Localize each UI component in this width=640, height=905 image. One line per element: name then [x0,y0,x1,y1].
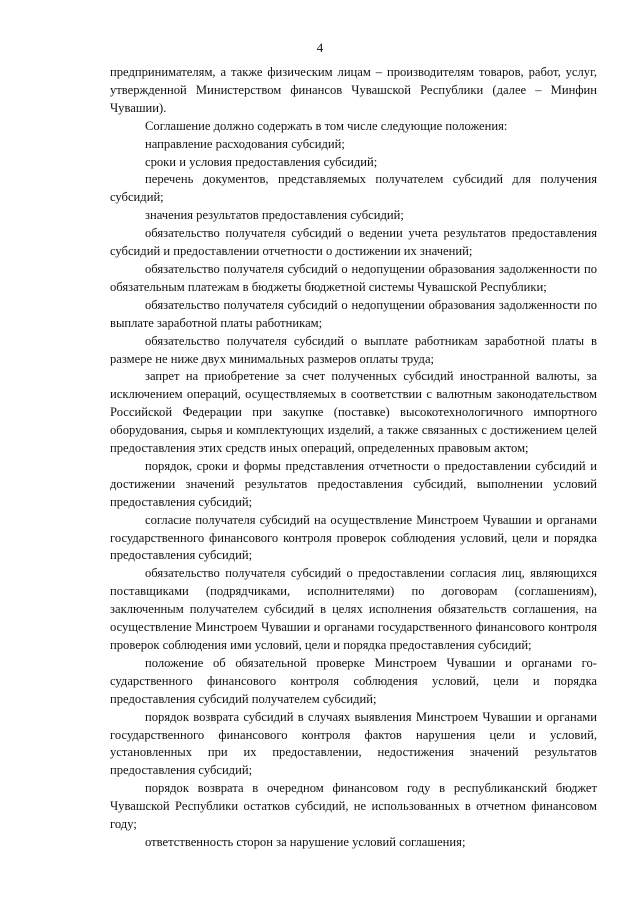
paragraph: значения результатов предоставления субсидий; [145,208,404,223]
paragraph: положение об обязательной проверке Минстроем Чувашии и органами государственного финансового контроля соблюдения условий, цели и порядка предоставления субсидий получателем субсидий; [110,655,597,706]
paragraph: перечень документов, представляемых получателем субсидий для получения субсидий; [110,172,597,205]
paragraph: обязательство получателя субсидий о ведении учета результатов предоставления субсидий и предоставлении отчетности о достижении их значений; [110,226,597,259]
page-number: 4 [316,40,324,55]
paragraph: обязательство получателя субсидий о недопущении образования задолженности по обязательным платежам в бюджеты бюджетной системы Чувашской Республики; [110,261,597,294]
paragraph: ответственность сторон за нарушение условий соглашения; [145,834,466,849]
paragraph: предпринимателям, а также физическим лицам – производителям товаров, работ, услуг, утвержденной Министерством финансов Чувашской Республики (далее – Минфин Чувашии). [110,65,597,115]
paragraph: порядок возврата в очередном финансовом году в республиканский бюджет Чувашской Республики остатков субсидий, не использованных в отчетном финансовом году; [110,781,597,832]
paragraph: порядок возврата субсидий в случаях выявления Минстроем Чувашии и органами государственного финансового контроля фактов нарушения цели и условий, установленных при их предоставлении, недостижения значений результатов предоставления субсидий; [110,709,597,778]
paragraph: запрет на приобретение за счет полученных субсидий иностранной валюты, за исключением операций, осуществляемых в соответствии с валютным законодательством Российской Федерации при закупке (поставке) высокотехнологичного импортного оборудования, сырья и комплектующих изделий, а также связанных с достижением целей предоставления этих средств иных операций, определенных правовым актом; [110,369,597,456]
paragraph: обязательство получателя субсидий о выплате работникам заработной платы в размере не ниже двух минимальных размеров оплаты труда; [110,333,597,366]
paragraph: согласие получателя субсидий на осуществление Минстроем Чувашии и органами государственного финансового контроля проверок соблюдения условий, цели и порядка предоставления субсидий; [110,512,597,563]
paragraph: обязательство получателя субсидий о недопущении образования задолженности по выплате заработной платы работникам; [110,297,597,330]
document-body [110,64,597,852]
paragraph: порядок, сроки и формы представления отчетности о предоставлении субсидий и достижении значений результатов предоставления субсидий, выполнении условий предоставления субсидий; [110,458,597,509]
paragraph: Соглашение должно содержать в том числе следующие положения: [145,118,508,133]
paragraph: обязательство получателя субсидий о предоставлении согласия лиц, являющихся поставщиками (подрядчиками, исполнителями) по договорам (соглашениям), заключенным получателем субсидий в целях исполнения обязательств соглашения, на осуществление Минстроем Чувашии и органами государственного финансового контроля проверок соблюдения ими условий, цели и порядка предоставления субсидий; [110,566,597,652]
paragraph: сроки и условия предоставления субсидий; [145,154,378,169]
paragraph: направление расходования субсидий; [145,136,345,151]
